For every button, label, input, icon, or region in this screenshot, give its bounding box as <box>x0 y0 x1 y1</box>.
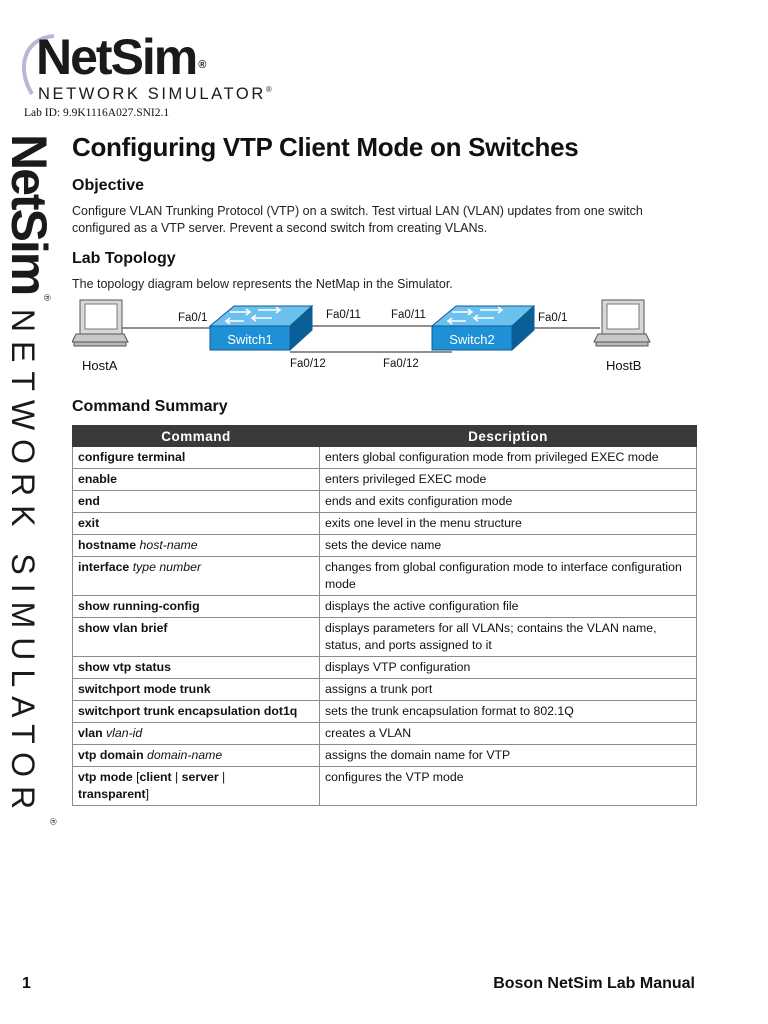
table-row <box>73 491 697 513</box>
table-row <box>73 513 697 535</box>
port-label-sw2-fa011: Fa0/11 <box>391 309 426 321</box>
table-header-row <box>73 426 697 447</box>
lab-id: Lab ID: 9.9K1116A027.SNI2.1 <box>24 107 170 119</box>
objective-text: Configure VLAN Trunking Protocol (VTP) on a switch. Test virtual LAN (VLAN) updates from one switch configured as a VTP server. Prevent a second switch from creating VLANs. <box>72 204 643 235</box>
page-number: 1 <box>22 975 31 992</box>
table-row <box>73 701 697 723</box>
command-cell: show vlan brief <box>73 618 320 657</box>
table-row <box>73 767 697 806</box>
topology-heading: Lab Topology <box>72 250 176 267</box>
command-cell: switchport mode trunk <box>73 679 320 701</box>
command-cell: vtp mode [client | server | transparent] <box>73 767 320 806</box>
table-row <box>73 723 697 745</box>
port-label-sw2-hostb: Fa0/1 <box>538 312 568 324</box>
description-cell: displays parameters for all VLANs; contains the VLAN name, status, and ports assigned to it <box>320 618 697 657</box>
description-cell: assigns a trunk port <box>320 679 697 701</box>
sidebar-brand: NetSim®NETWORK SIMULATOR® <box>1 134 58 825</box>
command-cell: vlan vlan-id <box>73 723 320 745</box>
port-label-sw1-fa012: Fa0/12 <box>290 358 326 370</box>
command-cell: show vtp status <box>73 657 320 679</box>
logo-subtitle: NETWORK SIMULATOR® <box>38 85 272 103</box>
description-cell: enters global configuration mode from privileged EXEC mode <box>320 447 697 469</box>
hostb-computer-icon <box>594 300 650 346</box>
description-cell: changes from global configuration mode to interface configuration mode <box>320 557 697 596</box>
description-cell: sets the trunk encapsulation format to 802.1Q <box>320 701 697 723</box>
port-label-sw1-fa011: Fa0/11 <box>326 309 361 321</box>
topology-diagram <box>72 296 672 380</box>
table-row <box>73 557 697 596</box>
table-row <box>73 745 697 767</box>
description-cell: configures the VTP mode <box>320 767 697 806</box>
description-cell: sets the device name <box>320 535 697 557</box>
col-command-header: Command <box>73 426 320 447</box>
command-cell: configure terminal <box>73 447 320 469</box>
command-table <box>72 425 697 806</box>
command-table-body <box>73 447 697 767</box>
description-cell: displays VTP configuration <box>320 657 697 679</box>
command-cell: switchport trunk encapsulation dot1q <box>73 701 320 723</box>
command-table-last <box>73 767 697 806</box>
command-cell: end <box>73 491 320 513</box>
switch2-label: Switch2 <box>449 332 495 347</box>
hostb-label: HostB <box>606 358 642 373</box>
table-row <box>73 447 697 469</box>
command-cell: show running-config <box>73 596 320 618</box>
page-title: Configuring VTP Client Mode on Switches <box>72 132 579 162</box>
command-cell: hostname host-name <box>73 535 320 557</box>
table-row <box>73 469 697 491</box>
port-label-sw2-fa012: Fa0/12 <box>383 358 419 370</box>
switch1-label: Switch1 <box>227 332 273 347</box>
description-cell: displays the active configuration file <box>320 596 697 618</box>
command-summary-heading: Command Summary <box>72 398 228 415</box>
command-cell: interface type number <box>73 557 320 596</box>
topology-text: The topology diagram below represents the NetMap in the Simulator. <box>72 277 453 291</box>
objective-heading: Objective <box>72 177 145 194</box>
sidebar-subtitle: NETWORK SIMULATOR® <box>5 308 58 825</box>
logo-wordmark: NetSim ® <box>36 29 205 85</box>
command-cell: enable <box>73 469 320 491</box>
command-cell: vtp domain domain-name <box>73 745 320 767</box>
netsim-logo <box>14 28 274 108</box>
description-cell: enters privileged EXEC mode <box>320 469 697 491</box>
manual-title: Boson NetSim Lab Manual <box>493 975 695 992</box>
description-cell: assigns the domain name for VTP <box>320 745 697 767</box>
description-cell: exits one level in the menu structure <box>320 513 697 535</box>
command-cell: exit <box>73 513 320 535</box>
table-row <box>73 618 697 657</box>
hosta-computer-icon <box>72 300 128 346</box>
col-description-header: Description <box>320 426 697 447</box>
table-row <box>73 679 697 701</box>
table-row <box>73 657 697 679</box>
description-cell: creates a VLAN <box>320 723 697 745</box>
table-row <box>73 535 697 557</box>
description-cell: ends and exits configuration mode <box>320 491 697 513</box>
port-label-hosta-sw1: Fa0/1 <box>178 312 208 324</box>
hosta-label: HostA <box>82 358 118 373</box>
sidebar-wordmark: NetSim <box>1 134 57 295</box>
table-row <box>73 596 697 618</box>
